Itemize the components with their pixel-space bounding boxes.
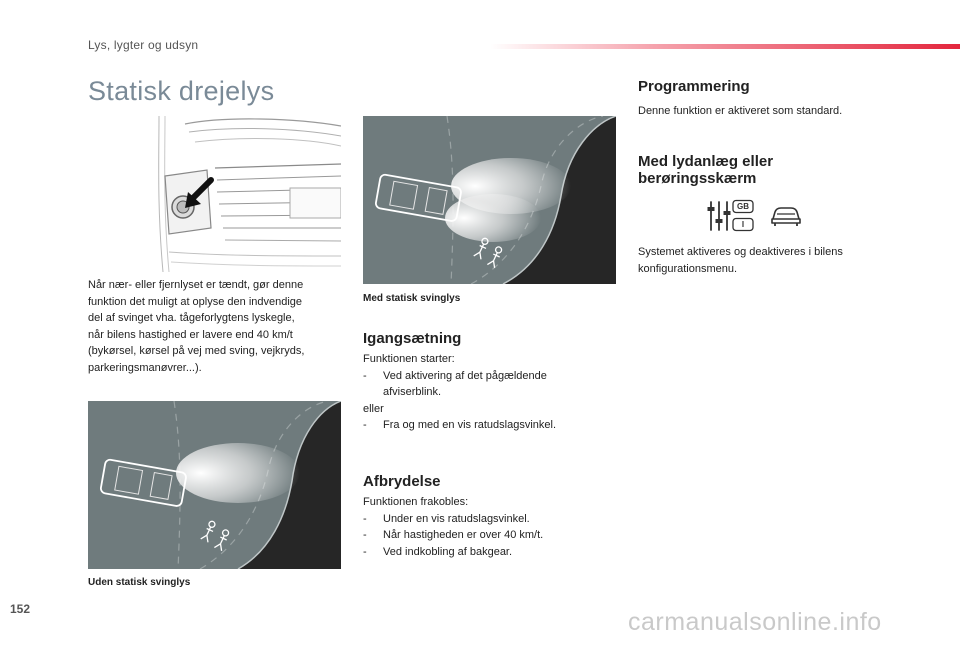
audio-text-line: Systemet aktiveres og deaktiveres i bilens: [638, 246, 843, 258]
car-icon: [770, 205, 802, 227]
list-item-text: afviserblink.: [383, 386, 442, 398]
badge-i: I: [741, 220, 745, 229]
list-item: [363, 368, 613, 401]
list-item: - Ved indkobling af bakgear.: [363, 544, 613, 561]
section-header: Lys, lygter og udsyn: [88, 38, 199, 52]
intro-line: parkeringsmanøvrer...).: [88, 361, 202, 374]
activation-list: [363, 368, 613, 401]
intro-line: funktion det muligt at oplyse den indvendige: [88, 295, 303, 308]
header-accent-bar: [490, 44, 960, 49]
sliders-icon: [707, 199, 755, 233]
caption-with-cornering: Med statisk svinglys: [363, 293, 461, 304]
deactivation-list: [363, 511, 613, 561]
watermark: carmanualsonline.info: [628, 608, 882, 636]
intro-line: (bykørsel, kørsel på vej med sving, vejkryds,: [88, 345, 305, 357]
list-item-text: - Ved aktivering af det pågældende: [383, 369, 547, 382]
audio-heading-line: berøringsskærm: [638, 170, 757, 187]
audio-text-line: konfigurationsmenu.: [638, 262, 738, 275]
activation-body: [363, 351, 613, 434]
activation-intro: Funktionen starter:: [363, 353, 455, 365]
caption-without-cornering: Uden statisk svinglys: [88, 577, 191, 588]
list-item: - Under en vis ratudslagsvinkel.: [363, 511, 613, 528]
intro-paragraph: [88, 277, 350, 376]
deactivation-intro: Funktionen frakobles:: [363, 496, 469, 508]
programming-heading: Programmering: [638, 78, 750, 95]
badge-gb: GB: [737, 202, 749, 211]
audio-text: [638, 244, 898, 277]
activation-list-2: [363, 417, 613, 434]
list-item: - Når hastigheden er over 40 km/t.: [363, 527, 613, 544]
list-item: - Fra og med en vis ratudslagsvinkel.: [363, 417, 613, 434]
fog-lamp-illustration: [155, 116, 341, 272]
audio-heading: [638, 153, 898, 187]
activation-heading: Igangsætning: [363, 330, 462, 347]
without-cornering-light-illustration: [88, 401, 341, 569]
intro-line: del af svinget vha. tågeforlygtens lyskegle,: [88, 312, 295, 324]
intro-line: når bilens hastighed er lavere end 40 km/t: [88, 328, 293, 341]
programming-text: Denne funktion er aktiveret som standard.: [638, 105, 843, 117]
with-cornering-light-illustration: [363, 116, 616, 284]
intro-line: Når nær- eller fjernlyset er tændt, gør denne: [88, 279, 304, 291]
activation-or: eller: [363, 402, 384, 415]
deactivation-heading: Afbrydelse: [363, 473, 441, 490]
page-title: Statisk drejelys: [88, 76, 275, 106]
deactivation-body: [363, 494, 613, 560]
page-number: 152: [10, 602, 31, 616]
audio-heading-line: Med lydanlæg eller: [638, 153, 774, 170]
